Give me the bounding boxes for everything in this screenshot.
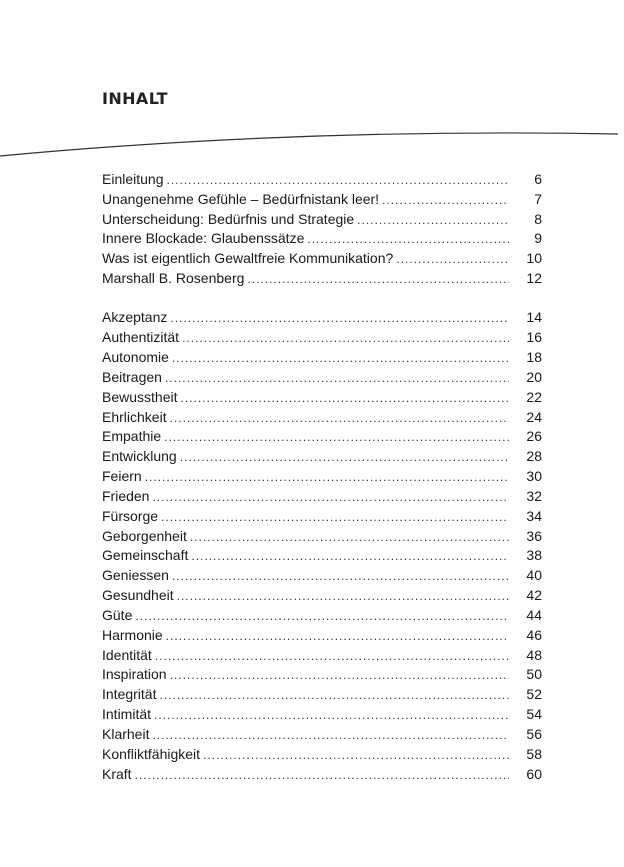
toc-page-number: 24 bbox=[526, 408, 542, 425]
toc-dot-leader bbox=[161, 508, 509, 528]
toc-entry-label: Einleitung bbox=[102, 171, 164, 187]
toc-dot-leader bbox=[172, 349, 509, 369]
toc-entry-authentizitaet[interactable] bbox=[102, 328, 542, 348]
toc-dot-leader bbox=[135, 766, 509, 786]
table-of-contents bbox=[102, 170, 542, 784]
toc-page-number: 58 bbox=[526, 745, 542, 762]
toc-page-number: 22 bbox=[526, 388, 542, 405]
toc-page-number: 10 bbox=[526, 250, 542, 267]
toc-entry-unangenehme-gefuehle[interactable] bbox=[102, 190, 542, 210]
toc-dot-leader bbox=[170, 309, 509, 329]
toc-page-number: 7 bbox=[534, 190, 542, 207]
toc-entry-label: Unangenehme Gefühle – Bedürfnistank leer! bbox=[102, 190, 380, 207]
toc-entry-label: Gesundheit bbox=[102, 587, 174, 604]
toc-dot-leader bbox=[382, 191, 509, 211]
toc-dot-leader bbox=[191, 547, 509, 567]
toc-page-number: 9 bbox=[534, 230, 542, 247]
toc-page-number: 48 bbox=[526, 646, 542, 663]
toc-entry-label: Inspiration bbox=[102, 666, 167, 683]
toc-dot-leader bbox=[177, 587, 509, 607]
toc-page-number: 50 bbox=[526, 666, 542, 683]
toc-entry-label: Innere Blockade: Glaubenssätze bbox=[102, 230, 305, 247]
toc-page-number: 60 bbox=[526, 765, 542, 782]
toc-entry-entwicklung[interactable] bbox=[102, 447, 542, 467]
toc-page-number: 54 bbox=[526, 706, 542, 723]
toc-dot-leader bbox=[152, 726, 509, 746]
toc-page-number: 18 bbox=[526, 349, 542, 366]
toc-entry-guete[interactable] bbox=[102, 606, 542, 626]
toc-page-number: 34 bbox=[526, 507, 542, 524]
toc-entry-label: Entwicklung bbox=[102, 448, 177, 465]
toc-dot-leader bbox=[180, 389, 509, 409]
toc-entry-identitaet[interactable] bbox=[102, 646, 542, 666]
toc-entry-frieden[interactable] bbox=[102, 487, 542, 507]
toc-dot-leader bbox=[170, 666, 509, 686]
toc-entry-fuersorge[interactable] bbox=[102, 507, 542, 527]
toc-entry-intimitaet[interactable] bbox=[102, 705, 542, 725]
toc-entry-label: Feiern bbox=[102, 468, 142, 485]
toc-entry-label: Frieden bbox=[102, 487, 150, 504]
toc-entry-gemeinschaft[interactable] bbox=[102, 546, 542, 566]
toc-entry-gewaltfreie-kommunikation[interactable] bbox=[102, 249, 542, 269]
toc-dot-leader bbox=[182, 329, 509, 349]
toc-entry-integritaet[interactable] bbox=[102, 685, 542, 705]
toc-entry-geborgenheit[interactable] bbox=[102, 527, 542, 547]
toc-dot-leader bbox=[164, 428, 509, 448]
page-title: INHALT bbox=[102, 89, 168, 108]
toc-dot-leader bbox=[166, 627, 509, 647]
toc-dot-leader bbox=[180, 448, 509, 468]
toc-page-number: 36 bbox=[526, 527, 542, 544]
toc-entry-beitragen[interactable] bbox=[102, 368, 542, 388]
toc-entry-klarheit[interactable] bbox=[102, 725, 542, 745]
toc-entry-akzeptanz[interactable] bbox=[102, 308, 542, 328]
toc-page-number: 20 bbox=[526, 368, 542, 385]
toc-dot-leader bbox=[155, 647, 509, 667]
toc-dot-leader bbox=[203, 746, 509, 766]
toc-entry-bewusstheit[interactable] bbox=[102, 388, 542, 408]
toc-page-number: 40 bbox=[526, 567, 542, 584]
toc-dot-leader bbox=[357, 211, 509, 231]
toc-entry-empathie[interactable] bbox=[102, 427, 542, 447]
toc-dot-leader bbox=[167, 171, 510, 191]
toc-entry-label: Harmonie bbox=[102, 626, 163, 643]
toc-entry-label: Fürsorge bbox=[102, 507, 159, 524]
toc-entry-label: Intimität bbox=[102, 706, 152, 723]
toc-page-number: 12 bbox=[526, 270, 542, 287]
toc-page-number: 38 bbox=[526, 547, 542, 564]
toc-entry-ehrlichkeit[interactable] bbox=[102, 408, 542, 428]
toc-entry-label: Geborgenheit bbox=[102, 527, 187, 544]
toc-entry-label: Autonomie bbox=[102, 349, 169, 366]
toc-entry-inspiration[interactable] bbox=[102, 665, 542, 685]
toc-section-gap bbox=[102, 289, 542, 309]
toc-entry-label: Kraft bbox=[102, 765, 132, 782]
toc-page-number: 6 bbox=[534, 171, 542, 187]
toc-dot-leader bbox=[165, 369, 509, 389]
toc-page-number: 14 bbox=[526, 309, 542, 326]
toc-entry-gesundheit[interactable] bbox=[102, 586, 542, 606]
toc-entry-label: Gemeinschaft bbox=[102, 547, 189, 564]
toc-entry-label: Authentizität bbox=[102, 329, 180, 346]
toc-dot-leader bbox=[396, 250, 509, 270]
toc-dot-leader bbox=[145, 468, 509, 488]
toc-page-number: 26 bbox=[526, 428, 542, 445]
toc-entry-label: Klarheit bbox=[102, 725, 150, 742]
toc-entry-autonomie[interactable] bbox=[102, 348, 542, 368]
toc-page-number: 46 bbox=[526, 626, 542, 643]
toc-entry-marshall-rosenberg[interactable] bbox=[102, 269, 542, 289]
toc-page-number: 28 bbox=[526, 448, 542, 465]
toc-entry-label: Beitragen bbox=[102, 368, 162, 385]
toc-page-number: 8 bbox=[534, 210, 542, 227]
toc-entry-geniessen[interactable] bbox=[102, 566, 542, 586]
toc-dot-leader bbox=[307, 230, 509, 250]
toc-entry-kraft[interactable] bbox=[102, 765, 542, 785]
toc-entry-konfliktfaehigkeit[interactable] bbox=[102, 745, 542, 765]
toc-page-number: 44 bbox=[526, 606, 542, 623]
toc-page-number: 42 bbox=[526, 587, 542, 604]
toc-dot-leader bbox=[135, 607, 509, 627]
toc-dot-leader bbox=[159, 686, 509, 706]
toc-page-number: 32 bbox=[526, 487, 542, 504]
toc-entry-label: Akzeptanz bbox=[102, 309, 168, 326]
toc-dot-leader bbox=[154, 706, 509, 726]
toc-entry-label: Ehrlichkeit bbox=[102, 408, 167, 425]
toc-entry-label: Güte bbox=[102, 606, 133, 623]
toc-entry-label: Konfliktfähigkeit bbox=[102, 745, 201, 762]
toc-entry-label: Unterscheidung: Bedürfnis und Strategie bbox=[102, 210, 355, 227]
toc-entry-label: Was ist eigentlich Gewaltfreie Kommunikation? bbox=[102, 250, 394, 267]
toc-entry-label: Empathie bbox=[102, 428, 162, 445]
toc-entry-label: Geniessen bbox=[102, 567, 169, 584]
toc-page-number: 16 bbox=[526, 329, 542, 346]
toc-dot-leader bbox=[170, 409, 509, 429]
toc-dot-leader bbox=[152, 488, 509, 508]
toc-entry-einleitung[interactable] bbox=[102, 170, 542, 190]
toc-entry-label: Bewusstheit bbox=[102, 388, 178, 405]
toc-dot-leader bbox=[172, 567, 509, 587]
toc-page-number: 52 bbox=[526, 686, 542, 703]
toc-page-number: 30 bbox=[526, 468, 542, 485]
toc-entry-harmonie[interactable] bbox=[102, 626, 542, 646]
toc-entry-label: Identität bbox=[102, 646, 152, 663]
toc-dot-leader bbox=[247, 270, 509, 290]
toc-dot-leader bbox=[190, 528, 509, 548]
toc-entry-label: Integrität bbox=[102, 686, 157, 703]
toc-entry-feiern[interactable] bbox=[102, 467, 542, 487]
toc-entry-innere-blockade[interactable] bbox=[102, 229, 542, 249]
toc-page-number: 56 bbox=[526, 725, 542, 742]
toc-entry-unterscheidung[interactable] bbox=[102, 210, 542, 230]
toc-entry-label: Marshall B. Rosenberg bbox=[102, 270, 245, 287]
